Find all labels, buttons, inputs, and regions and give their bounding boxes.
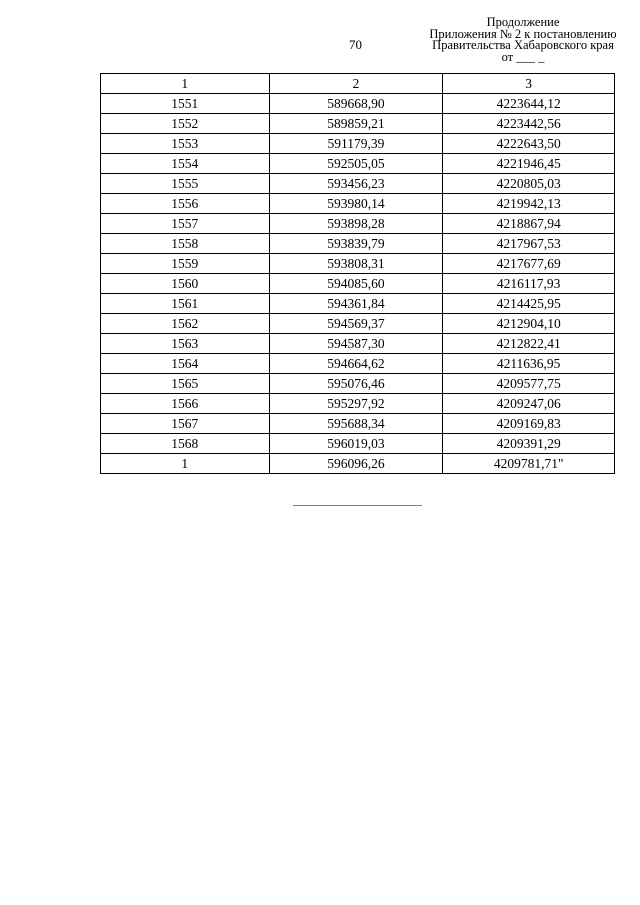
- point-number-cell: 1558: [101, 234, 270, 254]
- y-coordinate-cell: 4212904,10: [443, 314, 615, 334]
- y-coordinate-cell: 4211636,95: [443, 354, 615, 374]
- point-number-cell: 1564: [101, 354, 270, 374]
- y-coordinate-cell: 4217677,69: [443, 254, 615, 274]
- x-coordinate-cell: 593456,23: [269, 174, 443, 194]
- table-row: [101, 394, 615, 414]
- table-row: [101, 454, 615, 474]
- x-coordinate-cell: 595297,92: [269, 394, 443, 414]
- header-line-date: от ___ _: [501, 49, 545, 64]
- y-coordinate-cell: 4209169,83: [443, 414, 615, 434]
- y-coordinate-cell: 4221946,45: [443, 154, 615, 174]
- point-number-cell: 1552: [101, 114, 270, 134]
- y-coordinate-cell: 4216117,93: [443, 274, 615, 294]
- y-coordinate-cell: 4223442,56: [443, 114, 615, 134]
- point-number-cell: 1560: [101, 274, 270, 294]
- x-coordinate-cell: 593898,28: [269, 214, 443, 234]
- x-coordinate-cell: 593808,31: [269, 254, 443, 274]
- table-row: [101, 154, 615, 174]
- table-row: [101, 94, 615, 114]
- table-header-row: [101, 74, 615, 94]
- point-number-cell: 1555: [101, 174, 270, 194]
- point-number-cell: 1563: [101, 334, 270, 354]
- point-number-cell: 1565: [101, 374, 270, 394]
- x-coordinate-cell: 594664,62: [269, 354, 443, 374]
- table-row: [101, 174, 615, 194]
- x-coordinate-cell: 594361,84: [269, 294, 443, 314]
- y-coordinate-cell: 4223644,12: [443, 94, 615, 114]
- point-number-cell: 1554: [101, 154, 270, 174]
- table-row: [101, 334, 615, 354]
- end-separator-line: [293, 505, 422, 506]
- table-row: [101, 434, 615, 454]
- table-row: [101, 374, 615, 394]
- point-number-cell: 1553: [101, 134, 270, 154]
- x-coordinate-cell: 595688,34: [269, 414, 443, 434]
- y-coordinate-cell: 4218867,94: [443, 214, 615, 234]
- y-coordinate-cell: 4209781,71": [443, 454, 615, 474]
- column-header-y: 3: [443, 74, 615, 94]
- y-coordinate-cell: 4209247,06: [443, 394, 615, 414]
- x-coordinate-cell: 596096,26: [269, 454, 443, 474]
- point-number-cell: 1: [101, 454, 270, 474]
- header-line-continuation: Продолжение: [486, 15, 560, 29]
- x-coordinate-cell: 592505,05: [269, 154, 443, 174]
- y-coordinate-cell: 4209577,75: [443, 374, 615, 394]
- x-coordinate-cell: 593980,14: [269, 194, 443, 214]
- x-coordinate-cell: 594587,30: [269, 334, 443, 354]
- y-coordinate-cell: 4219942,13: [443, 194, 615, 214]
- y-coordinate-cell: 4212822,41: [443, 334, 615, 354]
- x-coordinate-cell: 591179,39: [269, 134, 443, 154]
- table-body: [101, 94, 615, 474]
- table-row: [101, 214, 615, 234]
- column-header-point: 1: [101, 74, 270, 94]
- point-number-cell: 1568: [101, 434, 270, 454]
- point-number-cell: 1556: [101, 194, 270, 214]
- x-coordinate-cell: 593839,79: [269, 234, 443, 254]
- point-number-cell: 1562: [101, 314, 270, 334]
- x-coordinate-cell: 589859,21: [269, 114, 443, 134]
- point-number-cell: 1551: [101, 94, 270, 114]
- x-coordinate-cell: 596019,03: [269, 434, 443, 454]
- table-row: [101, 274, 615, 294]
- table-row: [101, 254, 615, 274]
- y-coordinate-cell: 4217967,53: [443, 234, 615, 254]
- y-coordinate-cell: 4222643,50: [443, 134, 615, 154]
- point-number-cell: 1559: [101, 254, 270, 274]
- header-line-appendix: Приложения № 2 к постановлению: [429, 26, 617, 41]
- table-row: [101, 234, 615, 254]
- y-coordinate-cell: 4220805,03: [443, 174, 615, 194]
- x-coordinate-cell: 595076,46: [269, 374, 443, 394]
- x-coordinate-cell: 594085,60: [269, 274, 443, 294]
- table-row: [101, 114, 615, 134]
- point-number-cell: 1567: [101, 414, 270, 434]
- x-coordinate-cell: 594569,37: [269, 314, 443, 334]
- table-row: [101, 294, 615, 314]
- point-number-cell: 1566: [101, 394, 270, 414]
- table-row: [101, 414, 615, 434]
- table-row: [101, 194, 615, 214]
- header-line-government: Правительства Хабаровского края: [432, 38, 614, 53]
- table-row: [101, 314, 615, 334]
- table-row: [101, 354, 615, 374]
- appendix-header: [418, 17, 628, 63]
- table-row: [101, 134, 615, 154]
- y-coordinate-cell: 4214425,95: [443, 294, 615, 314]
- point-number-cell: 1557: [101, 214, 270, 234]
- x-coordinate-cell: 589668,90: [269, 94, 443, 114]
- y-coordinate-cell: 4209391,29: [443, 434, 615, 454]
- column-header-x: 2: [269, 74, 443, 94]
- coordinates-table: [100, 73, 615, 474]
- page-number: 70: [349, 37, 362, 52]
- point-number-cell: 1561: [101, 294, 270, 314]
